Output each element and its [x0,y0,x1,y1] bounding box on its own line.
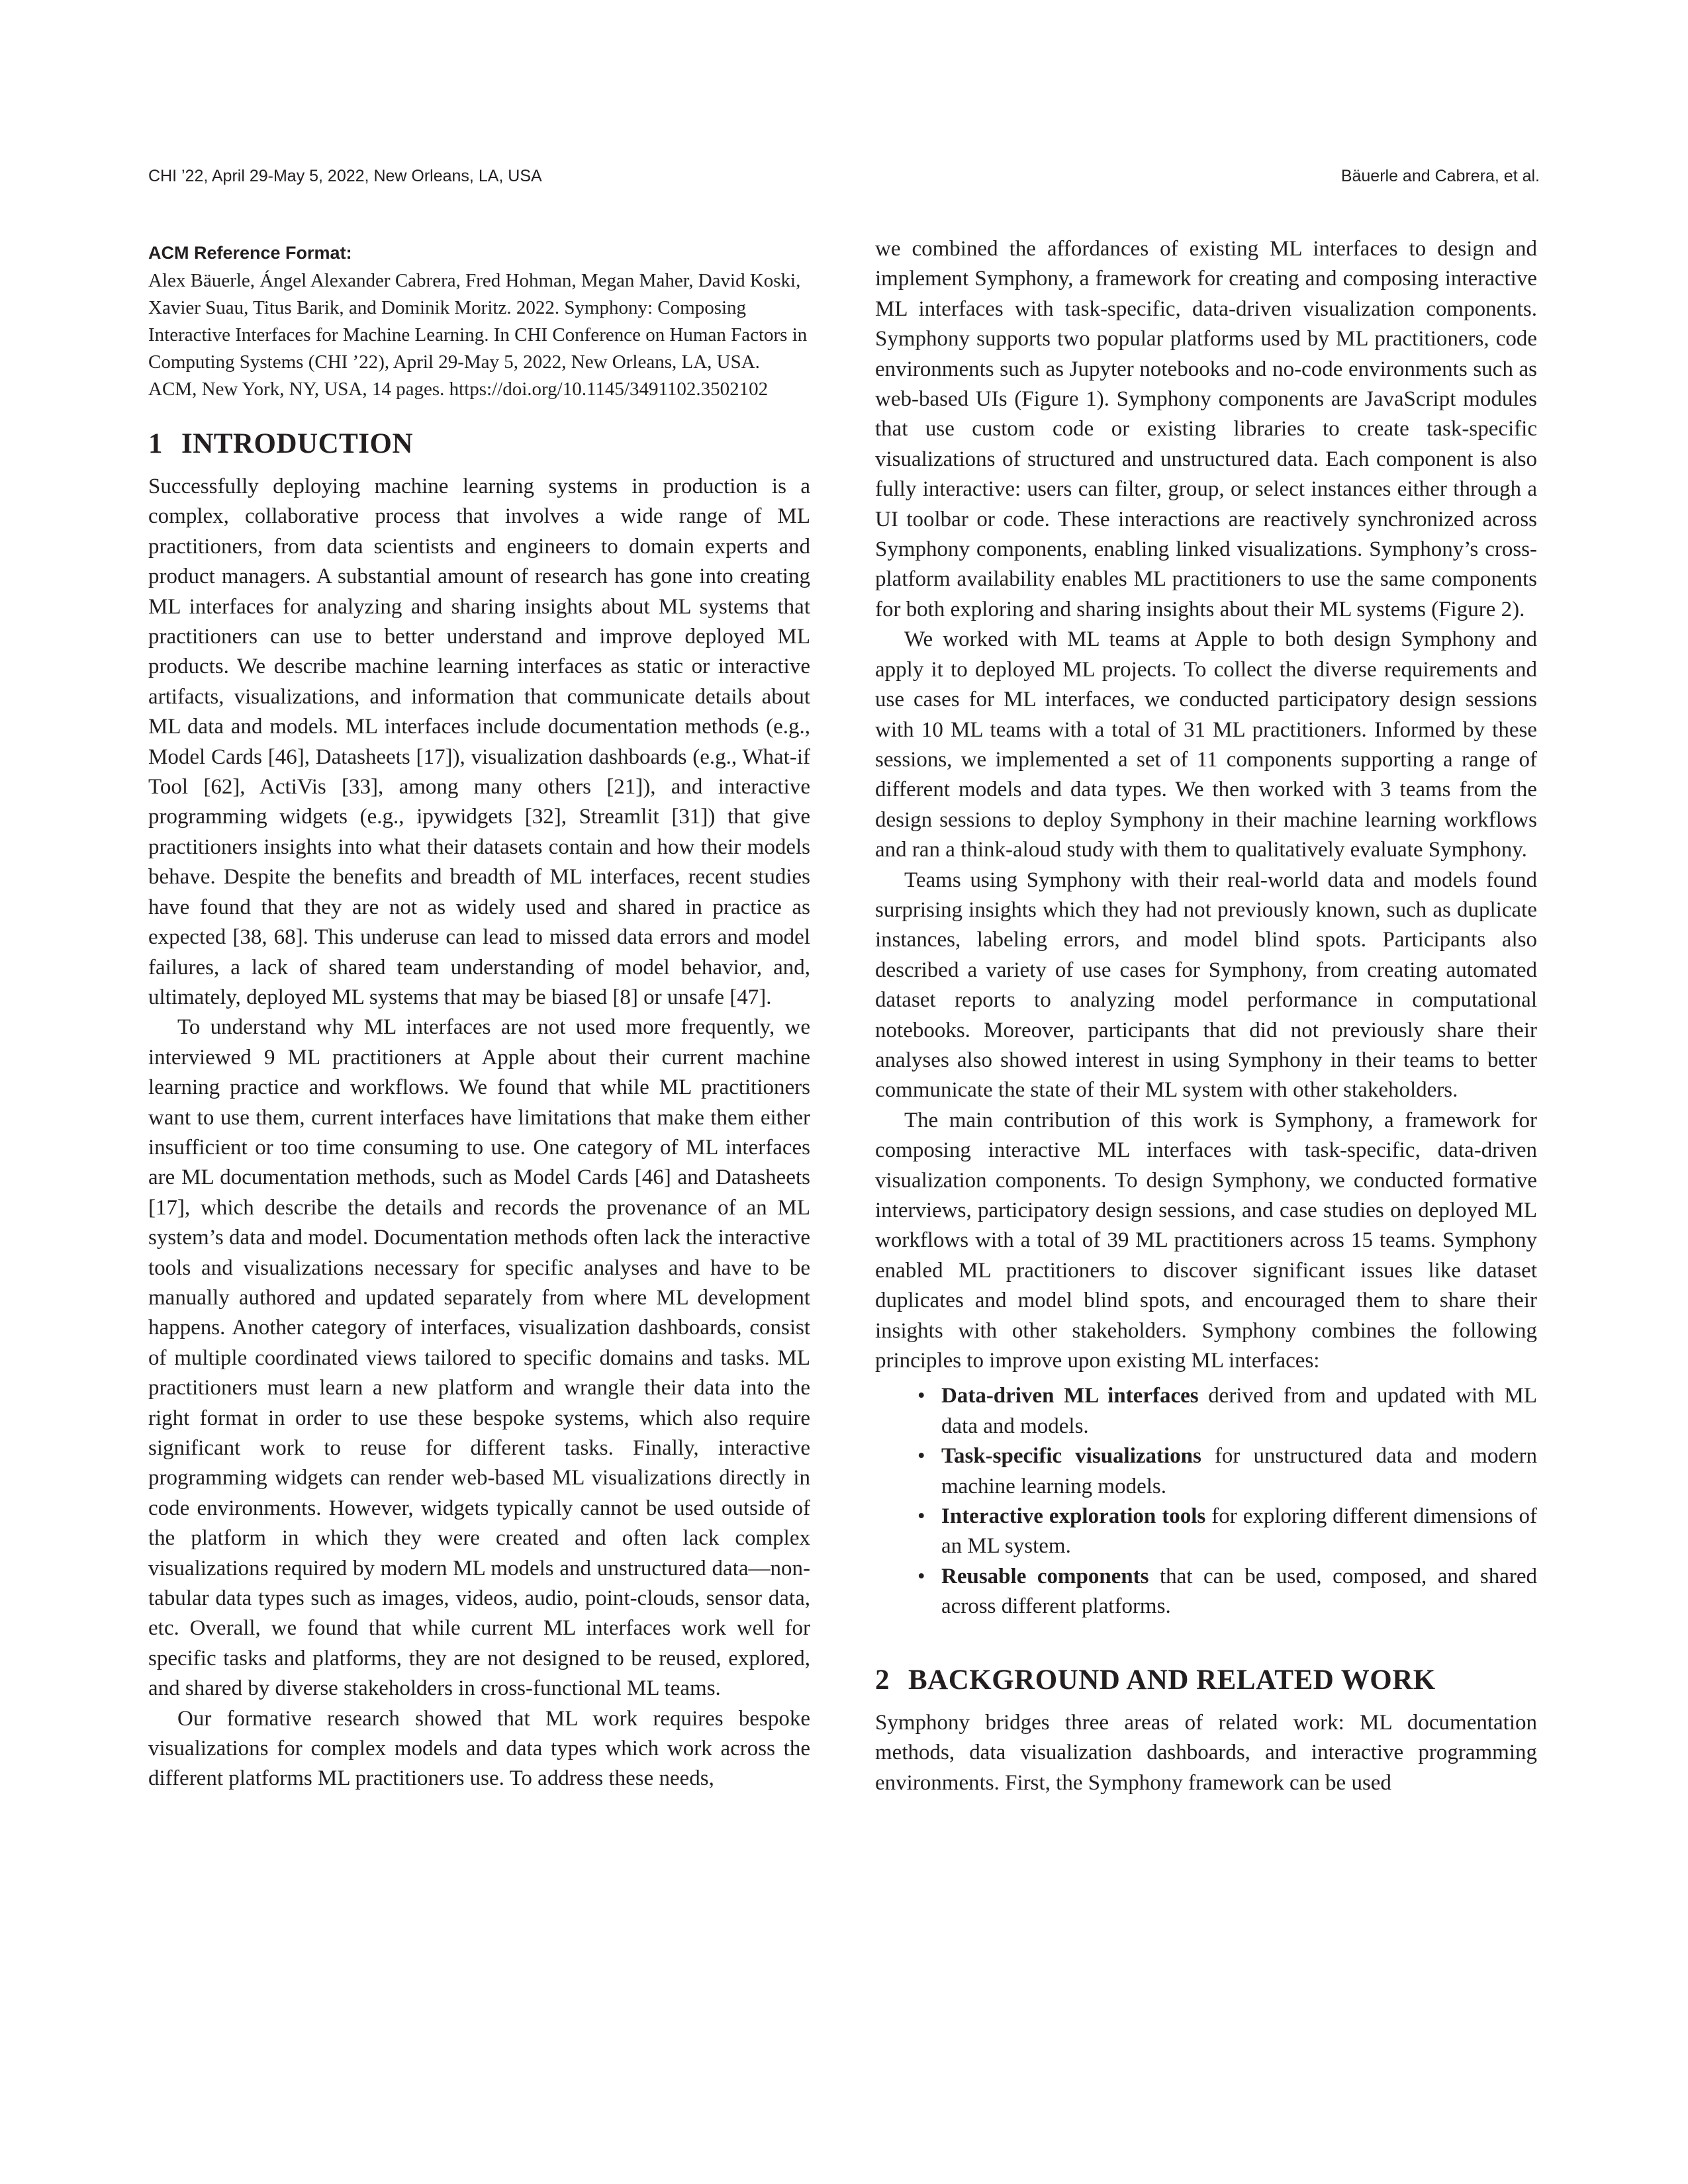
list-item [941,1441,1537,1502]
contribution-list [875,1381,1537,1621]
intro-paragraph-4: We worked with ML teams at Apple to both design Symphony and apply it to deployed ML projects. To collect the diverse requirements and use cases for ML interfaces, we conducted participatory design sessions with 10 ML teams with a total of 31 ML practitioners. Informed by these sessions, we implemented a set of 11 components supporting a range of different models and data types. We then worked with 3 teams from the design sessions to deploy Symphony in their machine learning workflows and ran a think-aloud study with them to qualitatively evaluate Symphony. [875,627,1537,862]
section-title: BACKGROUND AND RELATED WORK [908,1664,1436,1696]
left-column [148,234,810,1794]
intro-paragraph-5: Teams using Symphony with their real-world data and models found surprising insights which they had not previously known, such as duplicate instances, labeling errors, and model blind spots. Participants also described a variety of use cases for Symphony, from creating automated dataset reports to analyzing model performance in computational notebooks. Moreover, participants that did not previously share their analyses also showed interest in using Symphony in their teams to better communicate the state of their ML system with other stakeholders. [875,868,1537,1103]
intro-paragraph-6: The main contribution of this work is Symphony, a framework for composing interactive ML interfaces with task-specific, data-driven visualization components. To design Symphony, we conducted formative interviews, participatory design sessions, and case studies on deployed ML workflows with a total of 39 ML practitioners across 15 teams. Symphony enabled ML practitioners to discover significant issues like dataset duplicates and model blind spots, and encouraged them to share their insights with other stakeholders. Symphony combines the following principles to improve upon existing ML interfaces: [875,1108,1537,1373]
reference-format-body: Alex Bäuerle, Ángel Alexander Cabrera, Fred Hohman, Megan Maher, David Koski, Xavier Suau, Titus Barik, and Dominik Moritz. 2022. Symphony: Composing Interactive Interfaces for Machine Learning. In CHI Conference on Human Factors in Computing Systems (CHI ’22), April 29-May 5, 2022, New Orleans, LA, USA. ACM, New York, NY, USA, 14 pages. https://doi.org/10.1145/3491102.3502102 [148,270,808,400]
list-item [941,1562,1537,1622]
list-item-text: for unstructured data and modern machine learning models. [941,1444,1537,1498]
list-item [941,1502,1537,1562]
list-item-bold: Interactive exploration tools [941,1504,1206,1529]
intro-paragraph-2: To understand why ML interfaces are not used more frequently, we interviewed 9 ML practitioners at Apple about their current machine learning practice and workflows. We found that while ML practitioners want to use them, current interfaces have limitations that make them either insufficient or too time consuming to use. One category of ML interfaces are ML documentation methods, such as Model Cards [46] and Datasheets [17], which describe the details and records the provenance of an ML system’s data and model. Documentation methods often lack the interactive tools and visualizations necessary for specific analyses and have to be manually authored and updated separately from where ML development happens. Another category of interfaces, visualization dashboards, consist of multiple coordinated views tailored to specific domains and tasks. ML practitioners must learn a new platform and wrangle their data into the right format in order to use these bespoke systems, which also require significant work to reuse for different tasks. Finally, interactive programming widgets can render web-based ML visualizations directly in code environments. However, widgets typically cannot be used outside of the platform in which they were created and often lack complex visualizations required by modern ML models and unstructured data—non-tabular data types such as images, videos, audio, point-clouds, sensor data, etc. Overall, we found that while current ML interfaces work well for specific tasks and platforms, they are not designed to be reused, explored, and shared by diverse stakeholders in cross-functional ML teams. [148,1015,810,1701]
intro-paragraph-3-continued: we combined the affordances of existing ML interfaces to design and implement Symphony, a framework for creating and composing interactive ML interfaces with task-specific, data-driven visualization components. Symphony supports two popular platforms used by ML practitioners, code environments such as Jupyter notebooks and no-code environments such as web-based UIs (Figure 1). Symphony components are JavaScript modules that use custom code or existing libraries to create task-specific visualizations of structured and unstructured data. Each component is also fully interactive: users can filter, group, or select instances either through a UI toolbar or code. These interactions are reactively synchronized across Symphony components, enabling linked visualizations. Symphony’s cross-platform availability enables ML practitioners to use the same components for both exploring and sharing insights about their ML systems (Figure 2). [875,237,1537,621]
list-item-bold: Data-driven ML interfaces [941,1384,1199,1408]
reference-format-heading: ACM Reference Format: [148,243,352,263]
section-title: INTRODUCTION [181,428,414,459]
background-paragraph-1: Symphony bridges three areas of related work: ML documentation methods, data visualization dashboards, and interactive programming environments. First, the Symphony framework can be used [875,1710,1537,1795]
header-authors: Bäuerle and Cabrera, et al. [1340,167,1540,185]
list-item-bold: Task-specific visualizations [941,1444,1201,1469]
section-heading-introduction [148,426,810,463]
section-number: 2 [875,1664,890,1696]
list-item-text: for exploring different dimensions of an ML system. [941,1504,1537,1559]
running-header [148,167,1540,193]
section-heading-background [875,1662,1537,1699]
intro-paragraph-3: Our formative research showed that ML work requires bespoke visualizations for complex models and data types which work across the different platforms ML practitioners use. To address these needs, [148,1706,810,1791]
list-item [941,1381,1537,1441]
section-number: 1 [148,428,163,459]
list-item-text: that can be used, composed, and shared across different platforms. [941,1564,1537,1619]
intro-paragraph-1: Successfully deploying machine learning systems in production is a complex, collaborative process that involves a wide range of ML practitioners, from data scientists and engineers to domain experts and product managers. A substantial amount of research has gone into creating ML interfaces for analyzing and sharing insights about ML systems that practitioners can use to better understand and improve deployed ML products. We describe machine learning interfaces as static or interactive artifacts, visualizations, and information that communicate details about ML data and models. ML interfaces include documentation methods (e.g., Model Cards [46], Datasheets [17]), visualization dashboards (e.g., What-if Tool [62], ActiVis [33], among many others [21]), and interactive programming widgets (e.g., ipywidgets [32], Streamlit [31]) that give practitioners insights into what their datasets contain and how their models behave. Despite the benefits and breadth of ML interfaces, recent studies have found that they are not as widely used and shared in practice as expected [38, 68]. This underuse can lead to missed data errors and model failures, a lack of shared team understanding of model behavior, and, ultimately, deployed ML systems that may be biased [8] or unsafe [47]. [148,475,810,1009]
right-column [875,234,1537,1798]
list-item-bold: Reusable components [941,1564,1149,1588]
list-item-text: derived from and updated with ML data and models. [941,1384,1537,1438]
header-venue: CHI ’22, April 29-May 5, 2022, New Orleans, LA, USA [148,167,542,185]
